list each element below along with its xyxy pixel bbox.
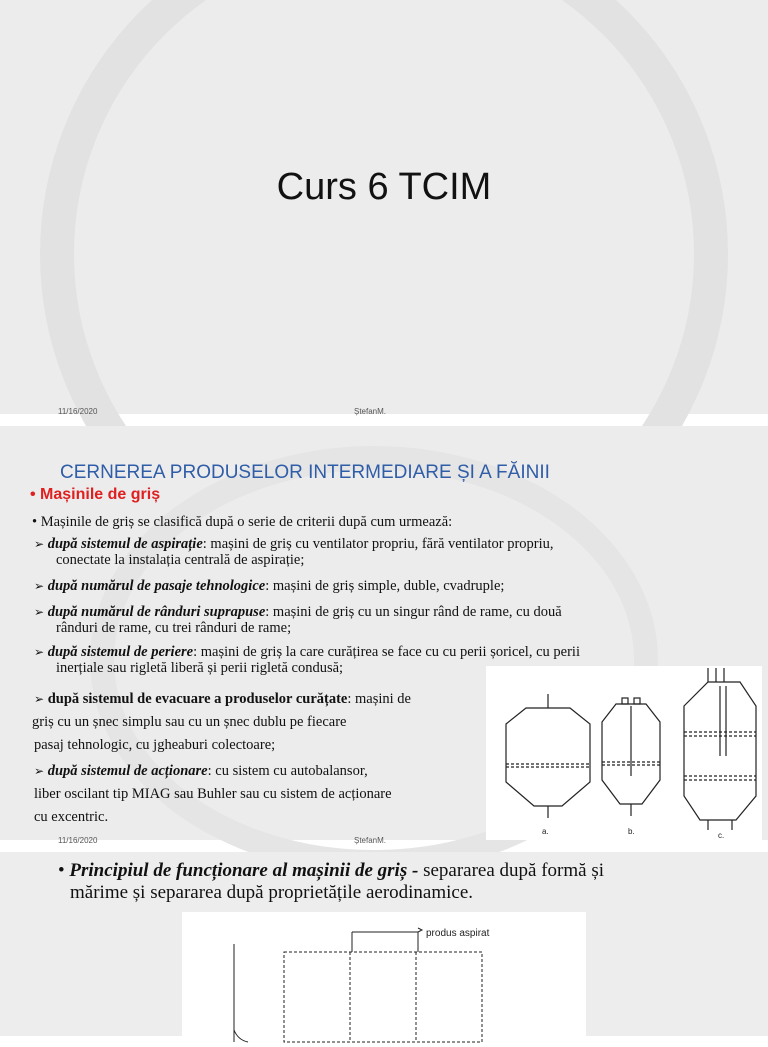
figure-label-b: b. [628, 827, 635, 836]
criterion-6: ➢ după sistemul de acționare: cu sistem cu autobalansor, liber oscilant tip MIAG sau Buhler sau cu sistem de acționare cu excentric. [34, 763, 392, 825]
arrow-icon: ➢ [34, 537, 45, 551]
slide-content [0, 426, 768, 840]
footer-author: ȘtefanM. [354, 836, 387, 845]
bullet-heading: • Mașinile de griș [30, 486, 161, 503]
criterion-2: ➢ după numărul de pasaje tehnologice: mașini de griș simple, duble, cvadruple; [34, 578, 505, 594]
arrow-icon: ➢ [34, 692, 45, 706]
footer-author: ȘtefanM. [354, 407, 387, 416]
arrow-icon: ➢ [34, 645, 45, 659]
intro-text: • Mașinile de griș se clasifică după o serie de criterii după cum urmează: [32, 514, 453, 530]
arrow-icon: ➢ [34, 764, 45, 778]
principle-text: • Principiul de funcționare al mașinii de griș - separarea după formă și mărime și separarea după proprietățile aerodinamice. [58, 860, 604, 903]
criterion-3: ➢ după numărul de rânduri suprapuse: mașini de griș cu un singur rând de rame, cu două rânduri de rame, cu trei rânduri de rame; [34, 604, 562, 636]
arrow-icon: ➢ [34, 579, 45, 593]
criterion-4: ➢ după sistemul de periere: mașini de griș la care curățirea se face cu cu perii șoricel, cu perii inerțiale sau rigletă liberă și perii rigletă condusă; [34, 644, 580, 676]
criterion-5: ➢ după sistemul de evacuare a produselor curățate: mașini de griș cu un șnec simplu sau cu un șnec dublu pe fiecare pasaj tehnologic, cu jgheaburi colectoare; [32, 691, 411, 753]
footer-date: 11/16/2020 [58, 836, 98, 845]
criterion-1: ➢ după sistemul de aspirație: mașini de griș cu ventilator propriu, fără ventilator propriu, conectate la instalația centrală de aspirație; [34, 536, 554, 568]
footer-date: 11/16/2020 [58, 407, 98, 416]
section-title: CERNEREA PRODUSELOR INTERMEDIARE ȘI A FĂINII [60, 462, 550, 483]
principle-diagram [182, 912, 586, 1042]
slide-principle [0, 836, 768, 1036]
figure-label-a: a. [542, 827, 549, 836]
machine-diagram [486, 666, 762, 840]
slide-title-text: Curs 6 TCIM [276, 166, 492, 208]
arrow-icon: ➢ [34, 605, 45, 619]
figure-label-c: c. [718, 831, 725, 840]
figure-label-produs-aspirat: produs aspirat [426, 928, 490, 939]
slide-title [0, 0, 768, 414]
